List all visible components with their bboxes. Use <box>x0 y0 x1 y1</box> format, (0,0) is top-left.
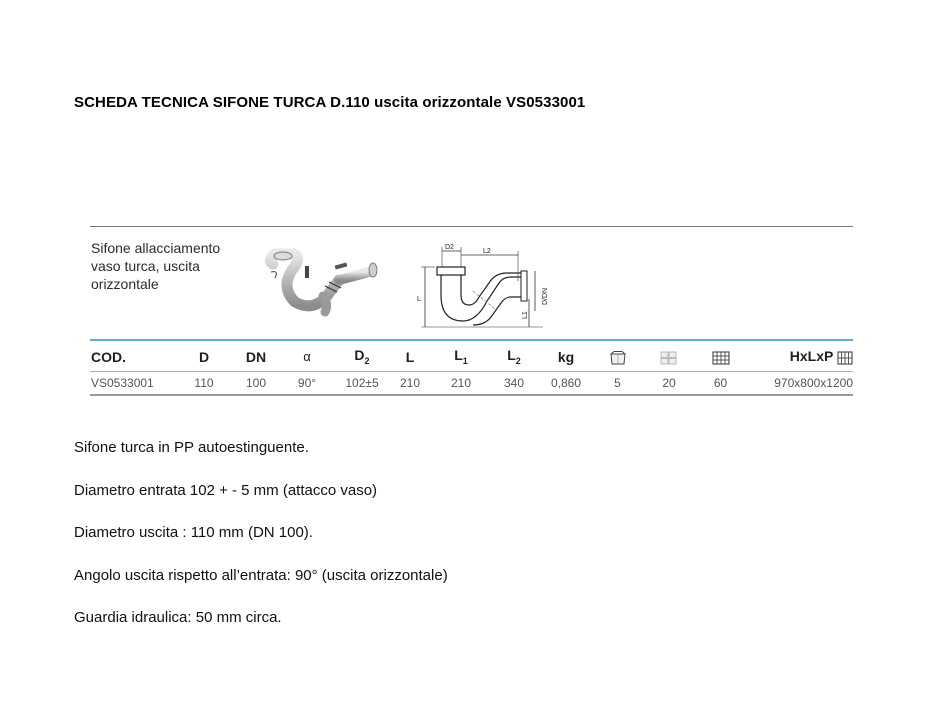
drawing-label-l1: L1 <box>522 311 529 319</box>
product-name-line: vaso turca, uscita <box>91 258 200 274</box>
drawing-label-d-dn: D/DN <box>542 287 549 305</box>
product-name <box>91 239 261 293</box>
col-header-d: D <box>172 342 236 372</box>
product-name-line: Sifone allacciamento <box>91 240 221 256</box>
box-icon <box>609 351 627 365</box>
cell-kg: 0,860 <box>550 376 582 390</box>
col-header-l2-main: L <box>507 347 516 364</box>
col-header-kg: kg <box>540 342 592 372</box>
col-header-l: L <box>386 342 434 372</box>
cell-l1: 210 <box>450 376 472 390</box>
drawing-label-l: L <box>417 296 421 303</box>
cell-pack-box: 5 <box>614 376 621 390</box>
note-material: Sifone turca in PP autoestinguente. <box>74 439 309 456</box>
col-header-hxlxp <box>746 342 853 372</box>
cell-dn: 100 <box>245 376 267 390</box>
table-bottom-rule <box>90 394 853 396</box>
col-header-l1 <box>434 342 488 372</box>
note-inlet-diameter: Diametro entrata 102 + - 5 mm (attacco vaso) <box>74 481 378 499</box>
cell-cod: VS0533001 <box>91 376 154 390</box>
col-header-cod: COD. <box>90 342 172 372</box>
col-header-stacked <box>643 342 695 372</box>
col-header-alpha: α <box>276 342 338 372</box>
col-header-l1-sub: 1 <box>462 355 468 366</box>
top-divider <box>90 226 853 227</box>
drawing-label-d2: D2 <box>445 244 454 251</box>
col-header-d2 <box>338 342 386 372</box>
product-card <box>90 226 853 396</box>
notes-section <box>74 438 448 651</box>
note-outlet-angle: Angolo uscita rispetto all’entrata: 90° (uscita orizzontale) <box>74 566 448 584</box>
cell-alpha: 90° <box>297 376 317 390</box>
cell-l2: 340 <box>503 376 525 390</box>
table-row <box>90 372 853 395</box>
col-header-crate <box>695 342 746 372</box>
note-water-seal: Guardia idraulica: 50 mm circa. <box>74 609 282 626</box>
note-outlet-diameter: Diametro uscita : 110 mm (DN 100). <box>74 524 313 541</box>
cell-hxlxp: 970x800x1200 <box>774 376 853 390</box>
pallet-icon <box>837 351 853 365</box>
col-header-d2-main: D <box>354 347 365 364</box>
col-header-hxlxp-label: HxLxP <box>789 348 834 365</box>
cell-l: 210 <box>399 376 421 390</box>
table-header-rule <box>90 339 853 341</box>
col-header-box <box>592 342 643 372</box>
technical-drawing <box>415 239 550 331</box>
col-header-l2-sub: 2 <box>515 355 521 366</box>
col-header-l1-main: L <box>454 347 463 364</box>
cell-d2: 102±5 <box>345 376 379 390</box>
cell-pack-stacked: 20 <box>662 376 676 390</box>
table-header-row <box>90 342 853 372</box>
col-header-l2 <box>488 342 540 372</box>
col-header-d2-sub: 2 <box>364 355 370 366</box>
stacked-boxes-icon <box>660 351 678 365</box>
cell-d: 110 <box>194 376 214 390</box>
col-header-dn: DN <box>236 342 276 372</box>
document-title: SCHEDA TECNICA SIFONE TURCA D.110 uscita orizzontale VS0533001 <box>74 94 586 111</box>
product-name-line: orizzontale <box>91 276 159 292</box>
crate-icon <box>712 351 730 365</box>
cell-pack-crate: 60 <box>713 376 728 390</box>
product-photo <box>265 246 385 326</box>
spec-table <box>90 342 853 394</box>
drawing-label-l2: L2 <box>483 248 491 255</box>
